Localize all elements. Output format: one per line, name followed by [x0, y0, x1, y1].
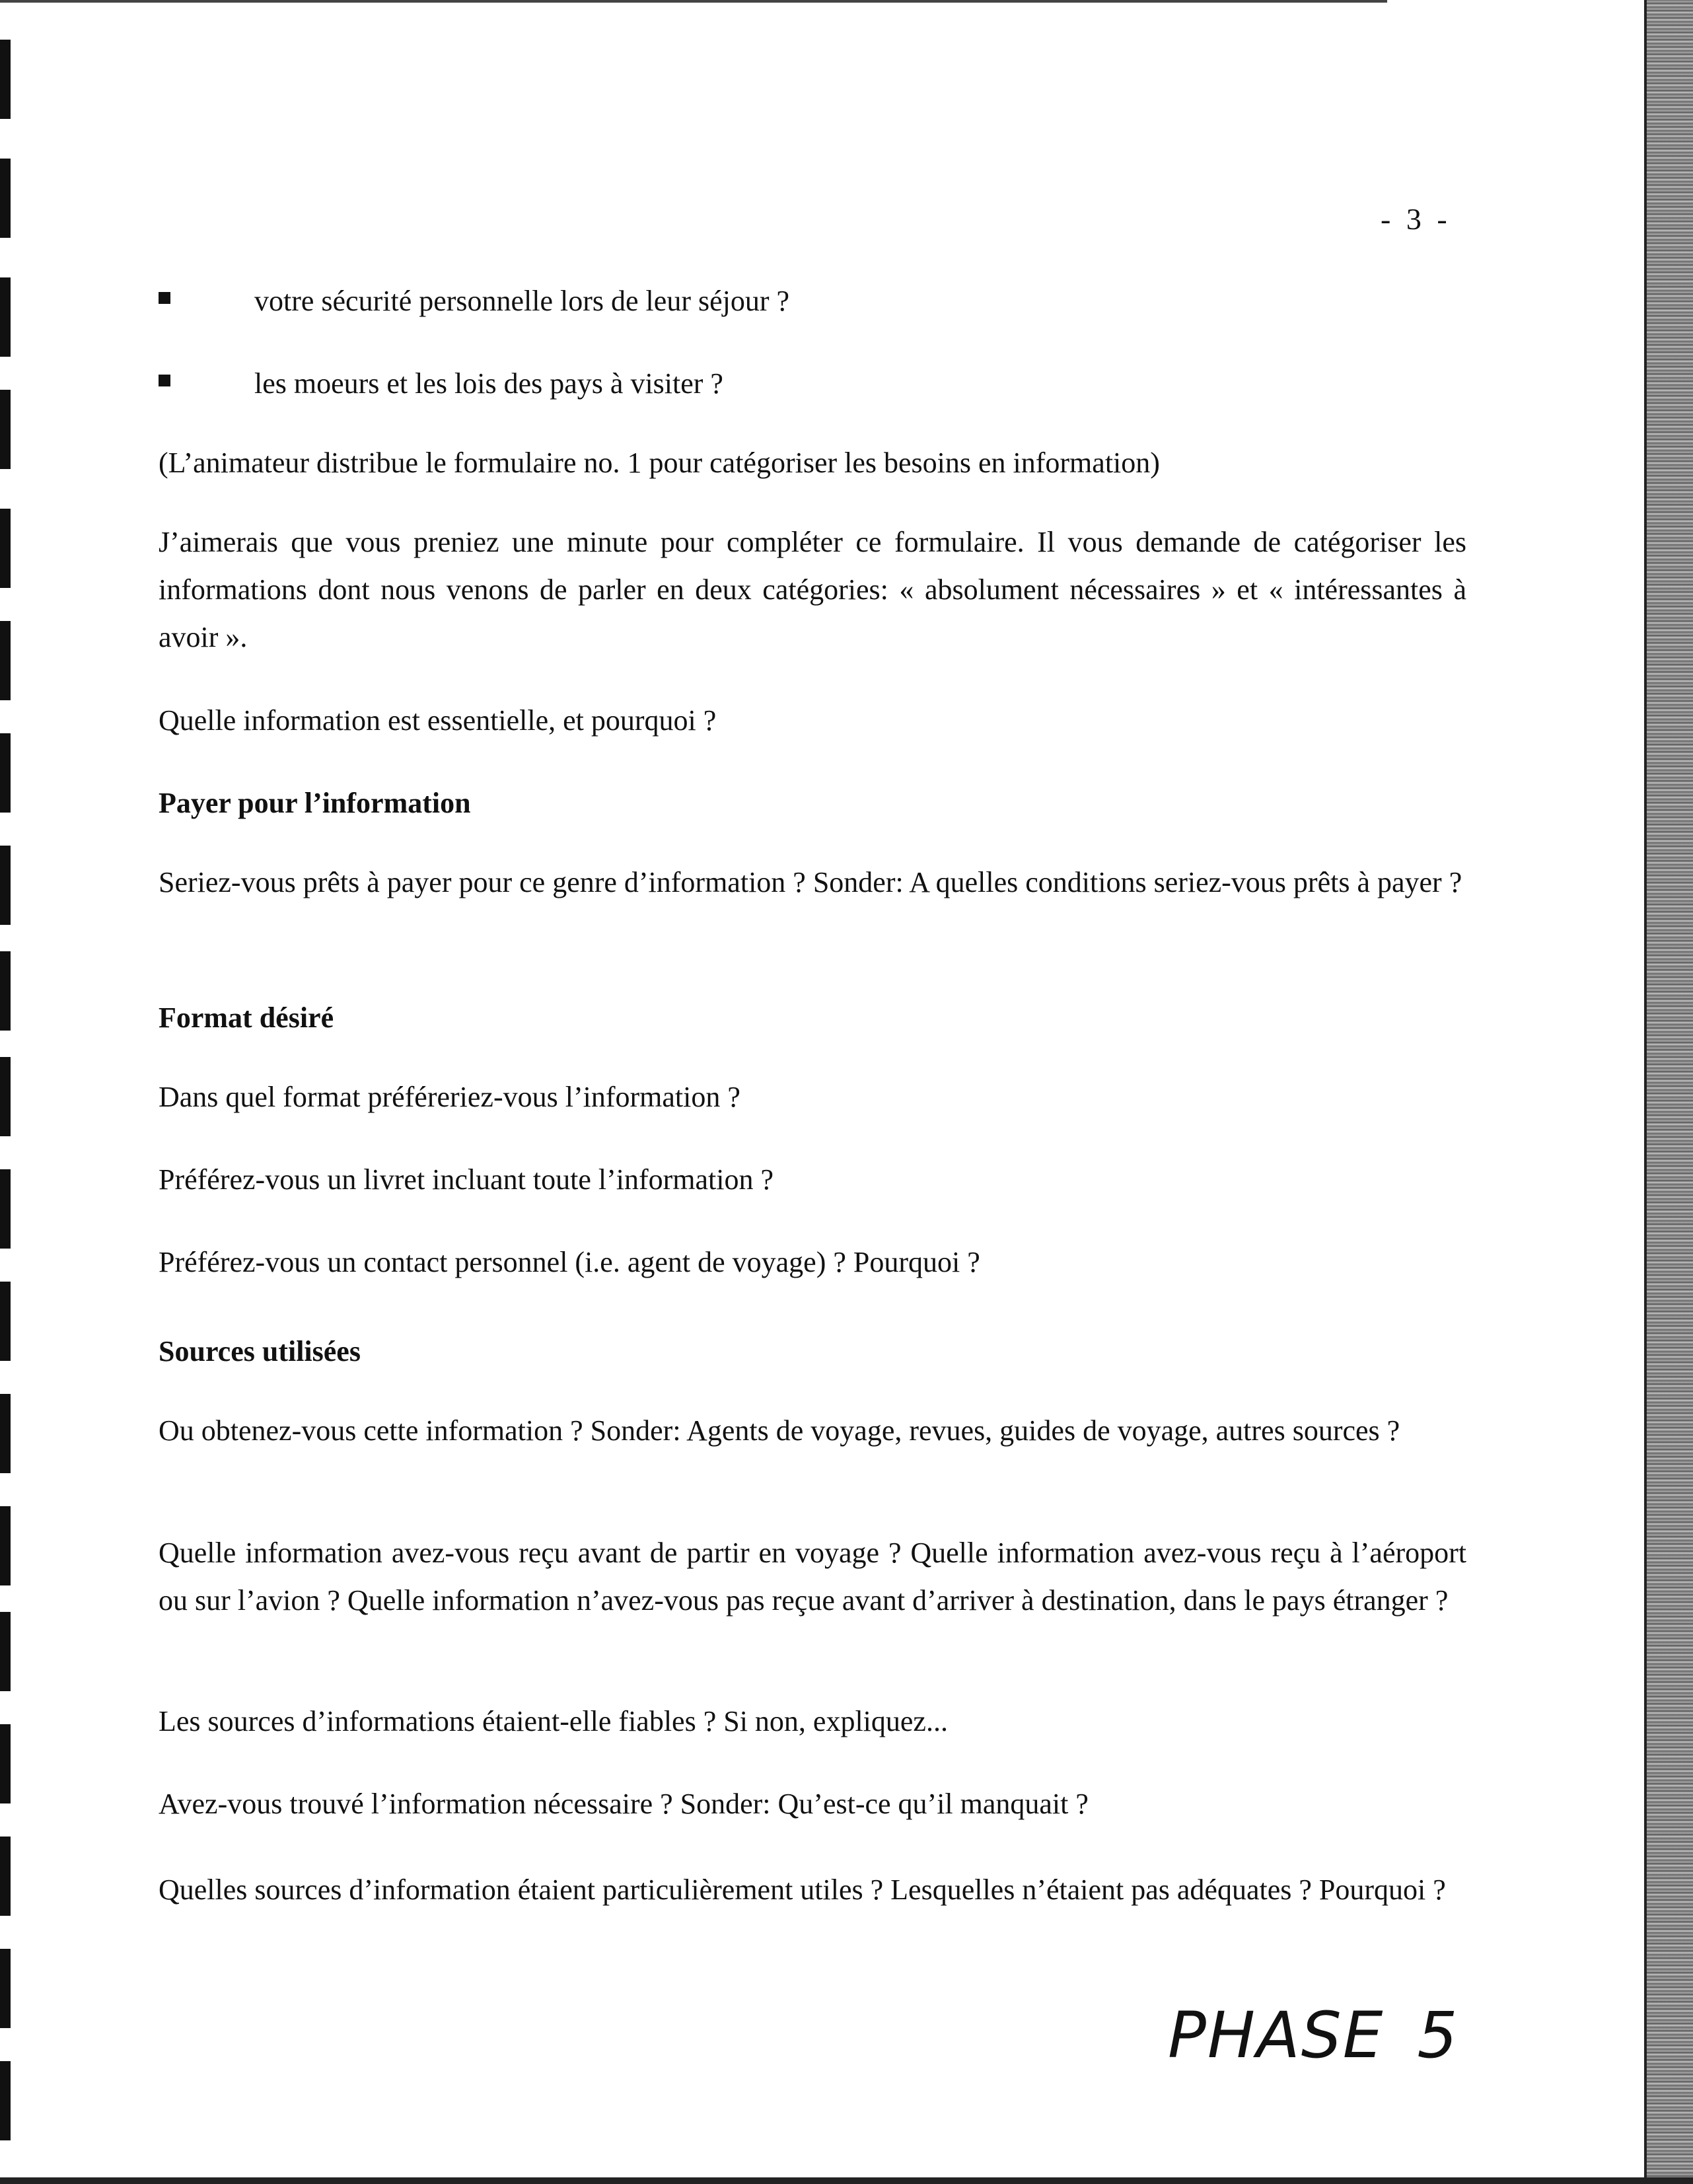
paragraph: Seriez-vous prêts à payer pour ce genre d’information ? Sonder: A quelles conditions seriez-vous prêts à payer ? — [159, 866, 1462, 898]
binder-mark — [0, 951, 11, 1031]
binder-mark — [0, 390, 11, 469]
bullet-text: les moeurs et les lois des pays à visiter ? — [254, 367, 723, 400]
binder-mark — [0, 1724, 11, 1803]
binder-mark — [0, 1169, 11, 1249]
binder-mark — [0, 2061, 11, 2140]
bullet-text: votre sécurité personnelle lors de leur séjour ? — [254, 285, 790, 317]
binder-mark — [0, 1949, 11, 2028]
paragraph: Quelles sources d’information étaient particulièrement utiles ? Lesquelles n’étaient pas adéquates ? Pourquoi ? — [159, 1874, 1446, 1906]
paragraph: Quelle information avez-vous reçu avant de partir en voyage ? Quelle information avez-vous reçu à l’aéroport ou sur l’avion ? Quelle information n’avez-vous pas reçue avant d’arriver à destination, dans le pays étranger ? — [159, 1537, 1466, 1617]
binder-mark — [0, 846, 11, 925]
binder-mark — [0, 277, 11, 357]
paragraph: Préférez-vous un livret incluant toute l’information ? — [159, 1163, 774, 1196]
paragraph: J’aimerais que vous preniez une minute pour compléter ce formulaire. Il vous demande de catégoriser les informations dont nous venons de parler en deux catégories: « absolument nécessaires » et « intéressantes à avoir ». — [159, 526, 1466, 653]
binder-mark — [0, 1506, 11, 1585]
paragraph: Les sources d’informations étaient-elle fiables ? Si non, expliquez... — [159, 1705, 948, 1737]
section-heading: Payer pour l’information — [159, 787, 471, 819]
paragraph: Avez-vous trouvé l’information nécessaire ? Sonder: Qu’est-ce qu’il manquait ? — [159, 1788, 1089, 1820]
paragraph: Ou obtenez-vous cette information ? Sonder: Agents de voyage, revues, guides de voyage, autres sources ? — [159, 1414, 1400, 1447]
binder-mark — [0, 1837, 11, 1916]
page-number: - 3 - — [1381, 202, 1451, 236]
bullet-square-icon — [159, 375, 170, 386]
binder-mark — [0, 1612, 11, 1691]
paragraph: Dans quel format préféreriez-vous l’information ? — [159, 1081, 740, 1113]
scan-right-edge — [1647, 0, 1693, 2184]
phase-footer — [1168, 1998, 1459, 2072]
binder-mark — [0, 621, 11, 700]
binder-mark — [0, 1282, 11, 1361]
binder-mark — [0, 1394, 11, 1473]
phase-label: PHASE — [1168, 1998, 1385, 2072]
binder-mark — [0, 1057, 11, 1136]
binder-mark — [0, 733, 11, 813]
paragraph: Quelle information est essentielle, et pourquoi ? — [159, 704, 717, 737]
binder-mark — [0, 509, 11, 588]
phase-number: 5 — [1417, 1998, 1459, 2072]
bullet-square-icon — [159, 292, 170, 304]
scan-bottom-edge — [0, 2177, 1693, 2184]
scan-top-edge — [0, 0, 1387, 3]
section-heading: Format désiré — [159, 1001, 334, 1034]
binder-mark — [0, 40, 11, 119]
section-heading: Sources utilisées — [159, 1335, 361, 1367]
paragraph: (L’animateur distribue le formulaire no. 1 pour catégoriser les besoins en information) — [159, 447, 1160, 479]
binder-mark — [0, 159, 11, 238]
paragraph: Préférez-vous un contact personnel (i.e. agent de voyage) ? Pourquoi ? — [159, 1246, 980, 1278]
